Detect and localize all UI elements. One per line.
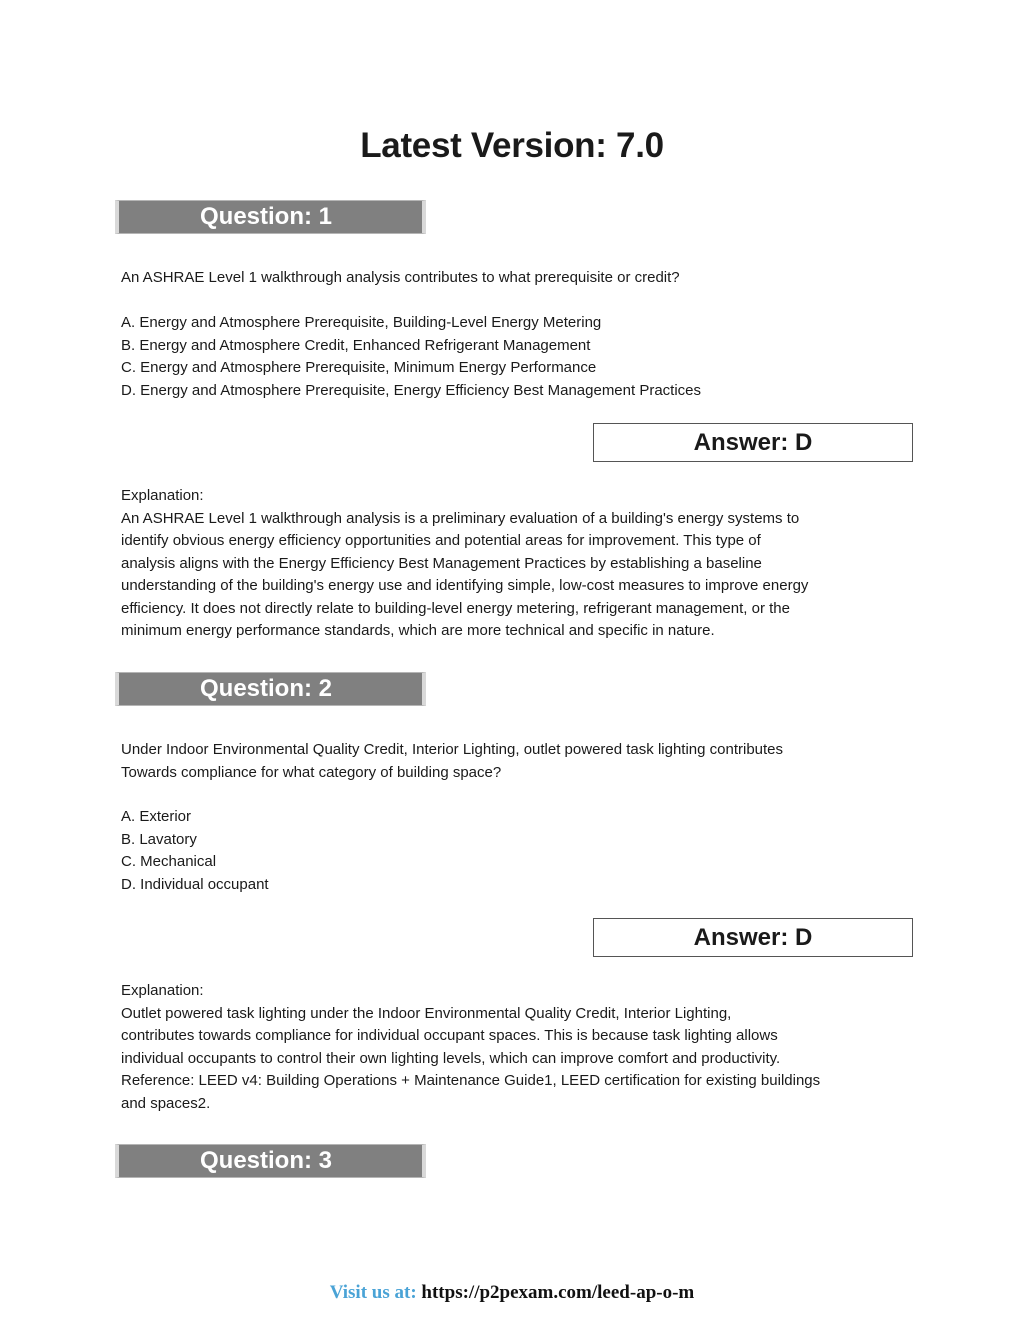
explanation-heading: Explanation:	[121, 982, 204, 999]
footer-url-link[interactable]: https://p2pexam.com/leed-ap-o-m	[421, 1282, 695, 1303]
explanation-line: analysis aligns with the Energy Efficiency Best Management Practices by establishing a baseline	[121, 554, 762, 572]
question-1-banner	[115, 200, 426, 234]
question-2-banner	[115, 672, 426, 706]
question-1-option-d: D. Energy and Atmosphere Prerequisite, Energy Efficiency Best Management Practices	[121, 381, 702, 399]
question-1-prompt-line: An ASHRAE Level 1 walkthrough analysis contributes to what prerequisite or credit?	[121, 269, 680, 286]
explanation-line: Outlet powered task lighting under the Indoor Environmental Quality Credit, Interior Lighting,	[121, 1004, 732, 1022]
question-2-label: Question: 2	[200, 675, 333, 702]
question-2-option-b: B. Lavatory	[121, 830, 197, 848]
explanation-line: identify obvious energy efficiency opportunities and potential areas for improvement. This type of	[121, 532, 761, 549]
explanation-line: individual occupants to control their own lighting levels, which can improve comfort and productivity.	[121, 1049, 781, 1067]
question-1-explanation	[121, 485, 921, 643]
question-1-label: Question: 1	[200, 203, 333, 230]
question-1-option-b: B. Energy and Atmosphere Credit, Enhanced Refrigerant Management	[121, 336, 591, 354]
explanation-line: and spaces2.	[121, 1094, 211, 1112]
explanation-line: An ASHRAE Level 1 walkthrough analysis is a preliminary evaluation of a building's energy systems to	[121, 509, 800, 527]
question-2-explanation	[121, 980, 921, 1115]
question-2-option-d: D. Individual occupant	[121, 875, 269, 893]
question-2-prompt-line: Towards compliance for what category of building space?	[121, 763, 502, 781]
explanation-heading: Explanation:	[121, 487, 204, 504]
question-2-answer-box: Answer: D	[593, 918, 913, 957]
question-3-banner	[115, 1144, 426, 1178]
question-1-answer-box: Answer: D	[593, 423, 913, 462]
explanation-line: contributes towards compliance for individual occupant spaces. This is because task lighting allows	[121, 1027, 778, 1044]
page-title: Latest Version: 7.0	[360, 126, 664, 165]
footer-visit-label: Visit us at:	[329, 1282, 417, 1303]
explanation-line: understanding of the building's energy use and identifying simple, low-cost measures to improve energy	[121, 577, 809, 594]
question-1-options	[121, 312, 921, 402]
explanation-line: minimum energy performance standards, which are more technical and specific in nature.	[121, 622, 715, 639]
question-2-option-a: A. Exterior	[121, 808, 192, 825]
question-2-option-c: C. Mechanical	[121, 853, 217, 870]
question-2-options	[121, 806, 921, 896]
question-2-prompt	[121, 739, 921, 784]
question-1-option-a: A. Energy and Atmosphere Prerequisite, Building-Level Energy Metering	[121, 314, 602, 331]
explanation-line: Reference: LEED v4: Building Operations + Maintenance Guide1, LEED certification for existing buildings	[121, 1072, 821, 1089]
question-2-prompt-line: Under Indoor Environmental Quality Credit, Interior Lighting, outlet powered task lighting contributes	[121, 741, 784, 758]
question-1-prompt	[121, 267, 921, 290]
explanation-line: efficiency. It does not directly relate to building-level energy metering, refrigerant management, or the	[121, 599, 790, 617]
question-1-option-c: C. Energy and Atmosphere Prerequisite, Minimum Energy Performance	[121, 359, 597, 376]
footer	[0, 1281, 1024, 1305]
question-3-label: Question: 3	[200, 1147, 333, 1174]
